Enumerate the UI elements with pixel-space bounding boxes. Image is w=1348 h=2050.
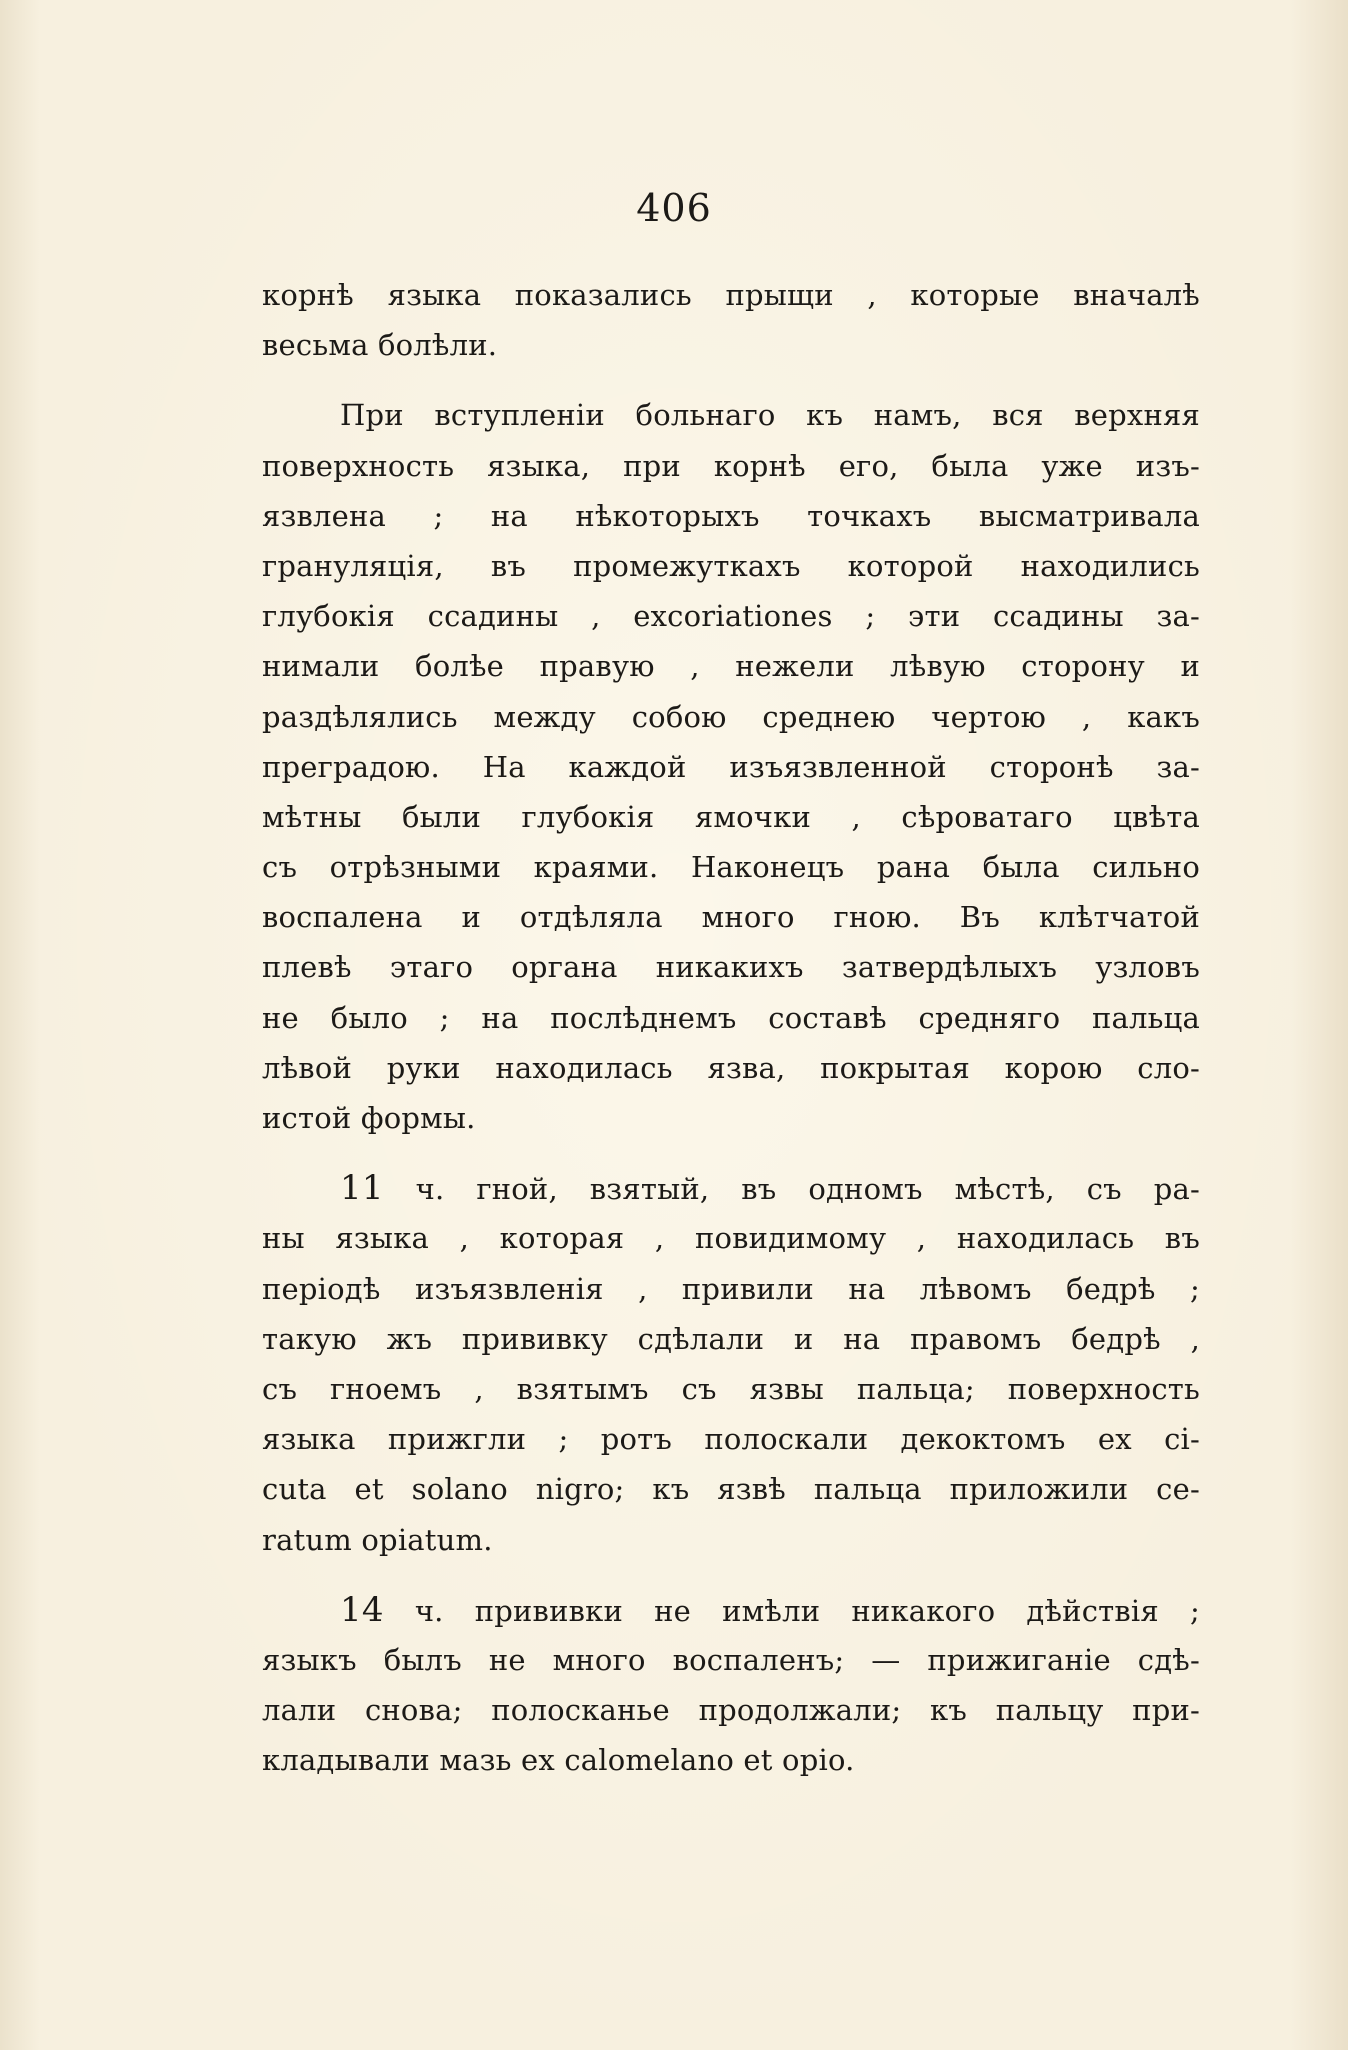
text-line: глубокія ссадины , excoriationes ; эти ссадины за- [262, 599, 1200, 634]
page-number: 406 [636, 186, 712, 230]
text-line: языкъ былъ не много воспаленъ; — прижиганіе сдѣ- [262, 1642, 1200, 1677]
text-line: періодѣ изъязвленія , привили на лѣвомъ бедрѣ ; [262, 1271, 1200, 1306]
text-line: корнѣ языка показались прыщи , которые вначалѣ [262, 278, 1200, 312]
text-line: преградою. На каждой изъязвленной сторонѣ за- [262, 749, 1200, 784]
day-number: 14 [340, 1589, 384, 1630]
text-line [262, 1163, 1200, 1213]
text-line: лѣвой руки находилась язва, покрытая корою сло- [262, 1050, 1200, 1085]
text-line: съ отрѣзными краями. Наконецъ рана была сильно [262, 850, 1200, 885]
text-line: нимали болѣе правую , нежели лѣвую сторону и [262, 649, 1200, 684]
text-line: весьма болѣли. [262, 328, 498, 363]
text-line: cuta et solano nigro; къ язвѣ пальца приложили ce- [262, 1472, 1200, 1507]
text-line: грануляція, въ промежуткахъ которой находились [262, 548, 1200, 583]
text-fragment: ч. гной, взятый, въ одномъ мѣстѣ, съ ра- [415, 1172, 1201, 1207]
text-fragment: ч. прививки не имѣли никакого дѣйствія ; [414, 1593, 1200, 1628]
text-line: истой формы. [262, 1101, 476, 1135]
text-line: языка прижгли ; ротъ полоскали декоктомъ ex ci- [262, 1422, 1200, 1457]
text-line: язвлена ; на нѣкоторыхъ точкахъ высматривала [262, 498, 1200, 533]
text-line: лали снова; полосканье продолжали; къ пальцу при- [262, 1693, 1200, 1728]
text-line: не было ; на послѣднемъ составѣ средняго пальца [262, 1000, 1200, 1035]
text-line: При вступленіи больнаго къ намъ, вся верхняя [340, 398, 1200, 433]
text-block [262, 270, 1200, 1785]
text-line: поверхность языка, при корнѣ его, была уже изъ- [262, 448, 1200, 483]
text-line: ны языка , которая , повидимому , находилась въ [262, 1221, 1200, 1256]
text-line: мѣтны были глубокія ямочки , сѣроватаго цвѣта [262, 799, 1200, 834]
text-line: съ гноемъ , взятымъ съ язвы пальца; поверхность [262, 1371, 1200, 1406]
day-number: 11 [340, 1168, 384, 1209]
text-line: кладывали мазь ex calomelano et opio. [262, 1743, 855, 1778]
text-line: ratum opiatum. [262, 1522, 493, 1557]
text-line: воспалена и отдѣляла много гною. Въ клѣтчатой [262, 900, 1200, 935]
text-line: раздѣлялись между собою среднею чертою , какъ [262, 699, 1200, 734]
text-line [262, 1585, 1200, 1635]
text-line: плевѣ этаго органа никакихъ затвердѣлыхъ узловъ [262, 950, 1200, 985]
text-line: такую жъ прививку сдѣлали и на правомъ бедрѣ , [262, 1321, 1200, 1356]
